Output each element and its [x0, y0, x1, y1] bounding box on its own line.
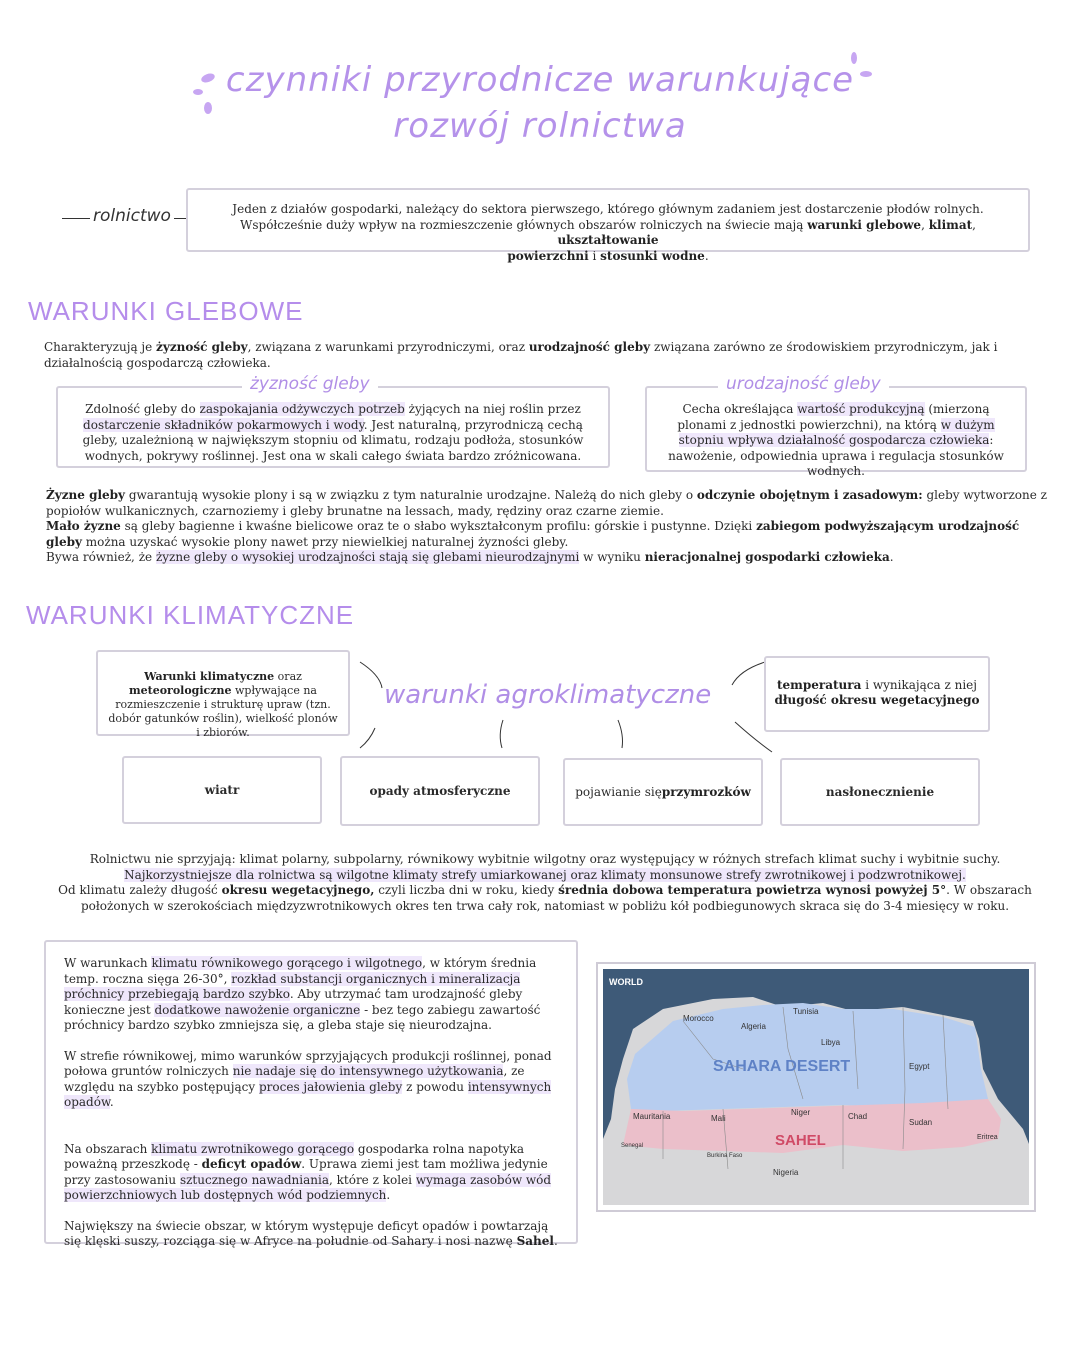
glebowe-intro: Charakteryzują je żyzność gleby, związana z warunkami przyrodniczymi, oraz urodzajność gleby związana zarówno ze środowiskiem przyrodniczym, jak i działalnością gospodarczą człowieka.: [44, 340, 998, 370]
map-label-mali: Mali: [711, 1114, 726, 1123]
urodzajnosc-gleby-label: urodzajność gleby: [718, 374, 889, 394]
zyznosc-gleby-box: Zdolność gleby do zaspokajania odżywczych potrzeb żyjących na niej roślin przez dostarczenie składników pokarmowych i wody. Jest naturalną, przyrodniczą cechą gleby, uzależnioną w największym stopniu od klimatu, rodzaju podłoża, stosunków wodnych, pokrywy roślinnej. Jest ona w skali całego świata bardzo zróżnicowana.: [56, 386, 610, 468]
map-label-senegal: Senegal: [621, 1143, 644, 1149]
map-label-burkina: Burkina Faso: [707, 1153, 743, 1159]
agroklimat-center-label: warunki agroklimatyczne: [384, 680, 712, 710]
klimat-details-box: W warunkach klimatu równikowego gorącego i wilgotnego, w którym średnia temp. roczna sięga 26-30°, rozkład substancji organicznych i mineralizacja próchnicy przebiegają bardzo szybko. Aby utrzymać tam urodzajność gleby konieczne jest dodatkowe nawożenie organiczne - bez tego zabiegu zawartość próchnicy bardzo szybko zmniejsza się, a gleba staje się nieurodzajna. W strefie równikowej, mimo warunków sprzyjających produkcji roślinnej, ponad połowa gruntów rolniczych nie nadaje się do intensywnego użytkowania, ze względu na szybko postępujący proces jałowienia gleby z powodu intensywnych opadów. Na obszarach klimatu zwrotnikowego gorącego gospodarka rolna napotyka poważną przeszkodę - deficyt opadów. Uprawa ziemi jest tam możliwa jedynie przy zastosowaniu sztucznego nawadniania, które z kolei wymaga zasobów wód powierzchniowych lub dostępnych wód podziemnych. Największy na świecie obszar, w którym występuje deficyt opadów i powtarzają się klęski suszy, rozciąga się w Afryce na południe od Sahary i nosi nazwę Sahel.: [44, 940, 578, 1244]
map-label-libya: Libya: [821, 1038, 841, 1047]
map-label-tunisia: Tunisia: [793, 1007, 819, 1016]
section-heading-klimatyczne: WARUNKI KLIMATYCZNE: [26, 600, 355, 630]
map-label-eritrea: Eritrea: [977, 1134, 998, 1141]
zyznosc-gleby-label: żyzność gleby: [242, 374, 378, 394]
factor-naslonecznienie: nasłonecznienie: [780, 758, 980, 826]
sahel-map-frame: [596, 962, 1036, 1212]
section-heading-glebowe: WARUNKI GLEBOWE: [28, 296, 304, 326]
rolnictwo-label: rolnictwo: [62, 204, 212, 234]
factor-wiatr: wiatr: [122, 756, 322, 824]
urodzajnosc-gleby-box: Cecha określająca wartość produkcyjną (mierzoną plonami z jednostki powierzchni), na którą w dużym stopniu wpływa działalność gospodarcza człowieka: nawożenie, odpowiednia uprawa i regulacja stosunków wodnych.: [645, 386, 1027, 472]
factor-przymrozki: pojawianie się przymrozków: [563, 758, 763, 826]
glebowe-paragraphs: Żyzne gleby gwarantują wysokie plony i są w związku z tym naturalnie urodzajne. Należą do nich gleby o odczynie obojętnym i zasadowym: gleby wytworzone z popiołów wulkanicznych, czarnoziemy i gleby brunatne na lessach, mady, rędziny oraz czarne ziemie. Mało żyzne są gleby bagienne i kwaśne bielicowe oraz te o słabo wykształconym profilu: górskie i pustynne. Dzięki zabiegom podwyższającym urodzajność gleby można uzyskać wysokie plony nawet przy niewielkiej naturalnej żyzności gleby. Bywa również, że żyzne gleby o wysokiej urodzajności stają się glebami nieurodzajnymi w wyniku nieracjonalnej gospodarki człowieka.: [46, 488, 1048, 564]
map-label-sudan: Sudan: [909, 1118, 933, 1127]
map-sahara-zone: [627, 1003, 988, 1111]
map-label-mauritania: Mauritania: [633, 1112, 671, 1121]
page-title-line1: czynniki przyrodnicze warunkujące: [225, 60, 855, 100]
page-title: [0, 60, 1080, 146]
map-label-niger: Niger: [791, 1108, 811, 1117]
map-label-chad: Chad: [848, 1112, 868, 1121]
map-label-nigeria: Nigeria: [773, 1168, 799, 1177]
klimat-definition-box: Warunki klimatyczne oraz meteorologiczne wpływające na rozmieszczenie i strukturę upraw (tzn. dobór gatunków roślin), wielkość plonów i zbiorów.: [96, 650, 350, 736]
sahel-map: [603, 969, 1029, 1205]
klimat-summary: Rolnictwu nie sprzyjają: klimat polarny, subpolarny, równikowy wybitnie wilgotny oraz występujący w różnych strefach klimat suchy i wybitnie suchy. Najkorzystniejsze dla rolnictwa są wilgotne klimaty strefy umiarkowanej oraz klimaty monsunowe strefy zwrotnikowej i podzwrotnikowej. Od klimatu zależy długość okresu wegetacyjnego, czyli liczba dni w roku, kiedy średnia dobowa temperatura powietrza wynosi powyżej 5°. W obszarach położonych w szerokościach międzyzwrotnikowych okres ten trwa cały rok, natomiast w pobliżu kół podbiegunowych skraca się do 3-4 miesięcy w roku.: [58, 852, 1032, 913]
temperatura-box: temperatura i wynikająca z niej długość okresu wegetacyjnego: [764, 656, 990, 732]
map-logo: WORLD: [609, 977, 643, 987]
factor-opady: opady atmosferyczne: [340, 756, 540, 826]
map-label-egypt: Egypt: [909, 1062, 930, 1071]
map-label-morocco: Morocco: [683, 1014, 714, 1023]
rolnictwo-definition-box: Jeden z działów gospodarki, należący do sektora pierwszego, którego głównym zadaniem jest dostarczenie płodów rolnych. Współcześnie duży wpływ na rozmieszczenie głównych obszarów rolniczych na świecie mają warunki glebowe, klimat, ukształtowanie powierzchni i stosunki wodne.: [186, 188, 1030, 252]
map-label-sahel: SAHEL: [775, 1132, 826, 1149]
page-title-line2: rozwój rolnictwa: [393, 106, 687, 146]
map-label-sahara: SAHARA DESERT: [713, 1058, 851, 1075]
map-label-algeria: Algeria: [741, 1022, 766, 1031]
